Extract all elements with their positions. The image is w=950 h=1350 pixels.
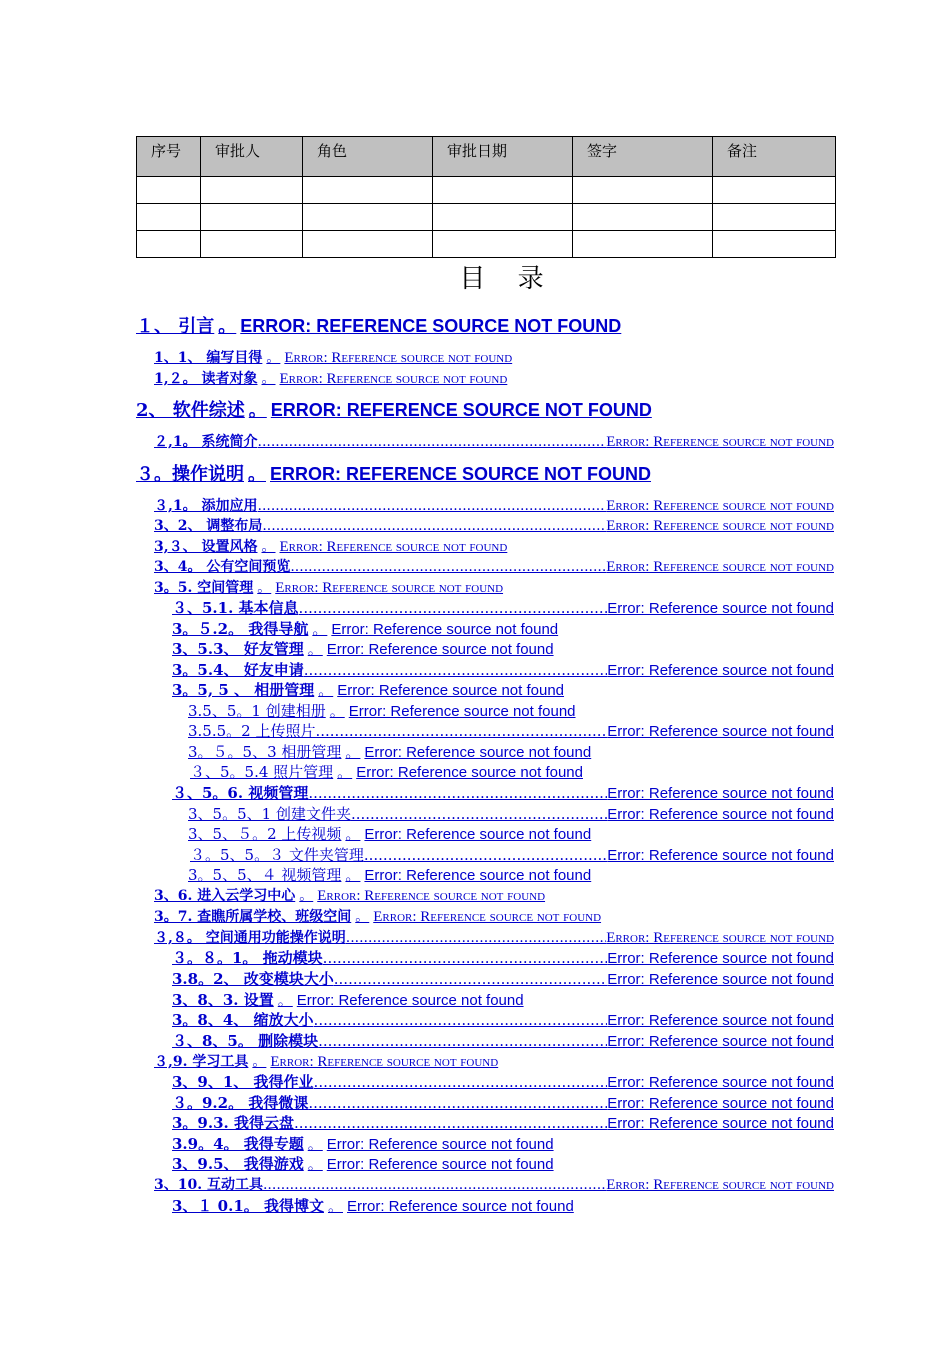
toc-entry-page: Error: Reference source not found xyxy=(607,1074,834,1091)
table-cell xyxy=(433,231,573,258)
toc-entry-page: Error: Reference source not found xyxy=(270,1054,499,1070)
toc-entry-label: 3、4。 公有空间预览 xyxy=(154,559,291,575)
toc-entry[interactable] xyxy=(172,1093,834,1114)
leader-dots xyxy=(315,721,607,741)
toc-entry-label: ３。８。1。 拖动模块 xyxy=(172,949,323,967)
toc-entry[interactable]: 2、 软件综述 。 ERROR: REFERENCE SOURCE NOT FOUND xyxy=(136,400,652,421)
toc-entry-page: Error: Reference source not found xyxy=(606,498,834,514)
toc-entry-label: 3。5. 空间管理 xyxy=(154,580,254,596)
leader-dots xyxy=(299,598,608,618)
toc-entry-page: Error: Reference source not found xyxy=(606,930,834,946)
toc-entry[interactable]: ３、5。5.4 照片管理 。 Error: Reference source not found xyxy=(190,763,583,781)
toc-entry-page: Error: Reference source not found xyxy=(348,703,576,720)
toc-entry-label: 3。9.3. 我得云盘 xyxy=(172,1114,294,1132)
toc-entry-page: Error: Reference source not found xyxy=(607,806,834,823)
toc-entry[interactable]: 3、8、3. 设置 。 Error: Reference source not found xyxy=(172,991,524,1009)
leader-dots xyxy=(258,432,607,452)
toc-entry[interactable] xyxy=(172,598,834,619)
toc-entry-label: 3。8、4、 缩放大小 xyxy=(172,1011,314,1029)
table-cell xyxy=(201,231,303,258)
toc-entry[interactable]: 3。５。5、3 相册管理 。 Error: Reference source not found xyxy=(188,743,592,761)
leader-dots xyxy=(346,928,606,948)
toc-entry[interactable]: 3。5、5、４ 视频管理 。 Error: Reference source not found xyxy=(188,866,592,884)
toc-entry-label: 1,２。 读者对象 xyxy=(154,371,258,387)
toc-entry[interactable] xyxy=(188,804,834,825)
toc-entry-page: Error: Reference source not found xyxy=(347,1198,574,1215)
table-row xyxy=(137,204,836,231)
toc-entry[interactable]: ３,9. 学习工具 。 Error: Reference source not found xyxy=(154,1054,499,1070)
toc-entry[interactable]: 3。7. 查瞧所属学校、班级空间 。 Error: Reference source not found xyxy=(154,909,602,925)
table-row xyxy=(137,231,836,258)
header-remarks: 备注 xyxy=(713,137,836,177)
toc-entry-label: 3、9、1、 我得作业 xyxy=(172,1073,314,1091)
toc-entry[interactable] xyxy=(154,516,834,536)
toc-entry-page: Error: Reference source not found xyxy=(364,867,592,884)
toc-entry-label: 3、8、3. 设置 xyxy=(172,991,274,1009)
table-cell xyxy=(573,177,713,204)
leader-dots xyxy=(290,557,606,577)
toc-entry-label: ３。9.2。 我得微课 xyxy=(172,1094,309,1112)
toc-entry-page: Error: Reference source not found xyxy=(275,580,504,596)
toc-entry-page: Error: Reference source not found xyxy=(607,1095,834,1112)
toc-entry-page: Error: Reference source not found xyxy=(326,1156,554,1173)
leader-dots xyxy=(308,783,607,803)
toc-entry-label: 3,３、 设置风格 xyxy=(154,539,258,555)
table-cell xyxy=(713,204,836,231)
table-cell xyxy=(433,204,573,231)
toc-entry-label: 3。５.2。 我得导航 xyxy=(172,620,309,638)
toc-entry-page: Error: Reference source not found xyxy=(607,971,834,988)
toc-entry[interactable] xyxy=(172,948,834,969)
toc-entry-page: Error: Reference source not found xyxy=(296,992,524,1009)
toc-entry[interactable]: 3、9.5、 我得游戏 。 Error: Reference source not found xyxy=(172,1155,554,1173)
leader-dots xyxy=(364,845,607,865)
toc-entry-label: 3、10. 互动工具 xyxy=(154,1177,263,1193)
toc-entry-page: Error: Reference source not found xyxy=(607,600,834,617)
table-cell xyxy=(433,177,573,204)
toc-entry-page: Error: Reference source not found xyxy=(606,1177,834,1193)
toc-entry-page: Error: Reference source not found xyxy=(326,641,554,658)
toc-entry[interactable]: 3。5. 空间管理 。 Error: Reference source not found xyxy=(154,580,504,596)
toc-entry-page: Error: Reference source not found xyxy=(356,764,583,781)
toc-entry-label: ３、5。6. 视频管理 xyxy=(172,784,309,802)
toc-entry-page: Error: Reference source not found xyxy=(606,559,834,575)
toc-entry-label: ３、8、5。 删除模块 xyxy=(172,1032,319,1050)
table-cell xyxy=(137,231,201,258)
toc-entry[interactable]: 3。５.2。 我得导航 。 Error: Reference source not found xyxy=(172,620,559,638)
table-cell xyxy=(137,204,201,231)
table-row xyxy=(137,177,836,204)
toc-entry[interactable]: 3.9。4。 我得专题 。 Error: Reference source not found xyxy=(172,1135,554,1153)
toc-entry[interactable] xyxy=(154,496,834,516)
toc-entry-page: Error: Reference source not found xyxy=(607,1012,834,1029)
toc-entry-label: 3、9.5、 我得游戏 xyxy=(172,1155,304,1173)
header-role: 角色 xyxy=(303,137,433,177)
toc-entry-label: ２,1。 系统简介 xyxy=(154,434,258,450)
toc-entry[interactable]: 1、1、 编写目得 。 Error: Reference source not found xyxy=(154,350,513,366)
toc-entry-label: 3.9。4。 我得专题 xyxy=(172,1135,304,1153)
toc-entry[interactable]: 3、5.3、 好友管理 。 Error: Reference source not found xyxy=(172,640,554,658)
toc-entry-label: 3。5, 5 、 相册管理 xyxy=(172,681,315,699)
leader-dots xyxy=(323,948,608,968)
toc-entry-page: Error: Reference source not found xyxy=(607,785,834,802)
toc-entry-page: Error: Reference source not found xyxy=(607,1033,834,1050)
toc-entry-label: 3.5.5。2 上传照片 xyxy=(188,722,316,740)
header-approval-date: 审批日期 xyxy=(433,137,573,177)
toc-entry-label: 3.8。2、 改变模块大小 xyxy=(172,970,334,988)
toc-entry-label: ３。操作说明 xyxy=(136,464,244,485)
leader-dots xyxy=(294,1113,607,1133)
toc-entry-page: Error: Reference source not found xyxy=(607,847,834,864)
toc-entry-page: Error: Reference source not found xyxy=(606,518,834,534)
leader-dots xyxy=(262,516,606,536)
leader-dots xyxy=(308,1093,607,1113)
toc-entry-label: ３,1。 添加应用 xyxy=(154,498,258,514)
approval-header-row xyxy=(137,137,836,177)
toc-entry[interactable]: 1,２。 读者对象 。 Error: Reference source not found xyxy=(154,371,508,387)
toc-entry-page: ERROR: REFERENCE SOURCE NOT FOUND xyxy=(240,316,622,336)
toc-entry-label: 3、5.3、 好友管理 xyxy=(172,640,304,658)
toc-entry[interactable] xyxy=(154,928,834,948)
toc-entry-page: Error: Reference source not found xyxy=(331,621,559,638)
toc-entry-page: Error: Reference source not found xyxy=(364,744,592,761)
leader-dots xyxy=(314,1072,608,1092)
header-signature: 签字 xyxy=(573,137,713,177)
toc-entry-label: 2、 软件综述 xyxy=(136,400,245,421)
toc-entry[interactable]: ３。操作说明 。 ERROR: REFERENCE SOURCE NOT FOUND xyxy=(136,464,652,485)
toc-entry[interactable] xyxy=(172,969,834,990)
leader-dots xyxy=(263,1175,606,1195)
approval-table xyxy=(136,136,836,258)
toc-entry-page: Error: Reference source not found xyxy=(284,350,513,366)
toc-entry-label: 3。7. 查瞧所属学校、班级空间 xyxy=(154,909,352,925)
toc-entry-page: Error: Reference source not found xyxy=(279,371,508,387)
leader-dots xyxy=(318,1031,607,1051)
toc-entry-label: 3、5、５。2 上传视频 xyxy=(188,825,342,843)
toc-entry-label: 3、2、 调整布局 xyxy=(154,518,263,534)
toc-entry-label: 3。５。5、3 相册管理 xyxy=(188,743,342,761)
toc-entry[interactable]: 3、6. 进入云学习中心 。 Error: Reference source not found xyxy=(154,888,546,904)
table-cell xyxy=(713,231,836,258)
toc-entry[interactable] xyxy=(154,432,834,452)
toc-entry-label: 1、1、 编写目得 xyxy=(154,350,263,366)
toc-entry[interactable] xyxy=(172,1113,834,1134)
leader-dots xyxy=(351,804,607,824)
toc-entry[interactable] xyxy=(190,845,834,866)
toc-entry[interactable]: １、 引言 。 ERROR: REFERENCE SOURCE NOT FOUND xyxy=(136,316,622,337)
toc-entry-page: Error: Reference source not found xyxy=(364,826,592,843)
toc-entry-page: Error: Reference source not found xyxy=(279,539,508,555)
toc-entry-label: 3.5、5。1 创建相册 xyxy=(188,702,326,720)
table-cell xyxy=(303,231,433,258)
toc-entry[interactable]: 3.5、5。1 创建相册 。 Error: Reference source not found xyxy=(188,702,576,720)
toc-entry[interactable]: 3。5, 5 、 相册管理 。 Error: Reference source not found xyxy=(172,681,565,699)
header-serial: 序号 xyxy=(137,137,201,177)
toc-entry-label: ３、5。5.4 照片管理 xyxy=(190,763,334,781)
table-cell xyxy=(137,177,201,204)
toc-entry-page: Error: Reference source not found xyxy=(337,682,565,699)
toc-title: 目 录 xyxy=(459,264,556,294)
table-cell xyxy=(573,231,713,258)
table-cell xyxy=(201,177,303,204)
toc-entry-page: Error: Reference source not found xyxy=(607,662,834,679)
leader-dots xyxy=(334,969,607,989)
header-approver: 审批人 xyxy=(201,137,303,177)
toc-entry-page: Error: Reference source not found xyxy=(606,434,834,450)
toc-entry[interactable] xyxy=(154,1175,834,1195)
leader-dots xyxy=(258,496,607,516)
toc-entry-page: Error: Reference source not found xyxy=(373,909,602,925)
toc-entry[interactable] xyxy=(172,783,834,804)
toc-entry[interactable] xyxy=(172,1010,834,1031)
toc-entry[interactable] xyxy=(188,721,834,742)
toc-entry[interactable] xyxy=(172,660,834,681)
table-cell xyxy=(573,204,713,231)
toc-entry-page: Error: Reference source not found xyxy=(326,1136,554,1153)
toc-entry-label: 3。5.4、 好友申请 xyxy=(172,661,304,679)
toc-entry-page: Error: Reference source not found xyxy=(607,1115,834,1132)
toc-entry[interactable]: 3,３、 设置风格 。 Error: Reference source not found xyxy=(154,539,508,555)
toc-entry[interactable]: 3、１ 0.1。 我得博文 。 Error: Reference source not found xyxy=(172,1197,574,1215)
toc-entry-page: ERROR: REFERENCE SOURCE NOT FOUND xyxy=(270,464,652,484)
toc-entry[interactable] xyxy=(154,557,834,577)
toc-entry-label: 3、１ 0.1。 我得博文 xyxy=(172,1197,324,1215)
toc-entry-label: 3、5。5、1 创建文件夹 xyxy=(188,805,351,823)
toc-entry-label: ３,9. 学习工具 xyxy=(154,1054,249,1070)
leader-dots xyxy=(314,1010,608,1030)
toc-entry-page: ERROR: REFERENCE SOURCE NOT FOUND xyxy=(270,400,652,420)
table-cell xyxy=(713,177,836,204)
toc-entry-label: 3。5、5、４ 视频管理 xyxy=(188,866,342,884)
toc-entry-label: １、 引言 xyxy=(136,316,215,337)
toc-entry[interactable] xyxy=(172,1072,834,1093)
table-cell xyxy=(201,204,303,231)
toc-entry[interactable]: 3、5、５。2 上传视频 。 Error: Reference source not found xyxy=(188,825,592,843)
toc-entry[interactable] xyxy=(172,1031,834,1052)
toc-entry-label: ３、5.1. 基本信息 xyxy=(172,599,299,617)
toc-entry-page: Error: Reference source not found xyxy=(607,950,834,967)
table-cell xyxy=(303,177,433,204)
toc-entry-page: Error: Reference source not found xyxy=(607,723,834,740)
toc-entry-label: ３。5、5。３ 文件夹管理 xyxy=(190,846,364,864)
toc-entry-page: Error: Reference source not found xyxy=(317,888,546,904)
table-cell xyxy=(303,204,433,231)
toc-entry-label: 3、6. 进入云学习中心 xyxy=(154,888,296,904)
leader-dots xyxy=(304,660,607,680)
toc-entry-label: ３,８。 空间通用功能操作说明 xyxy=(154,930,346,946)
